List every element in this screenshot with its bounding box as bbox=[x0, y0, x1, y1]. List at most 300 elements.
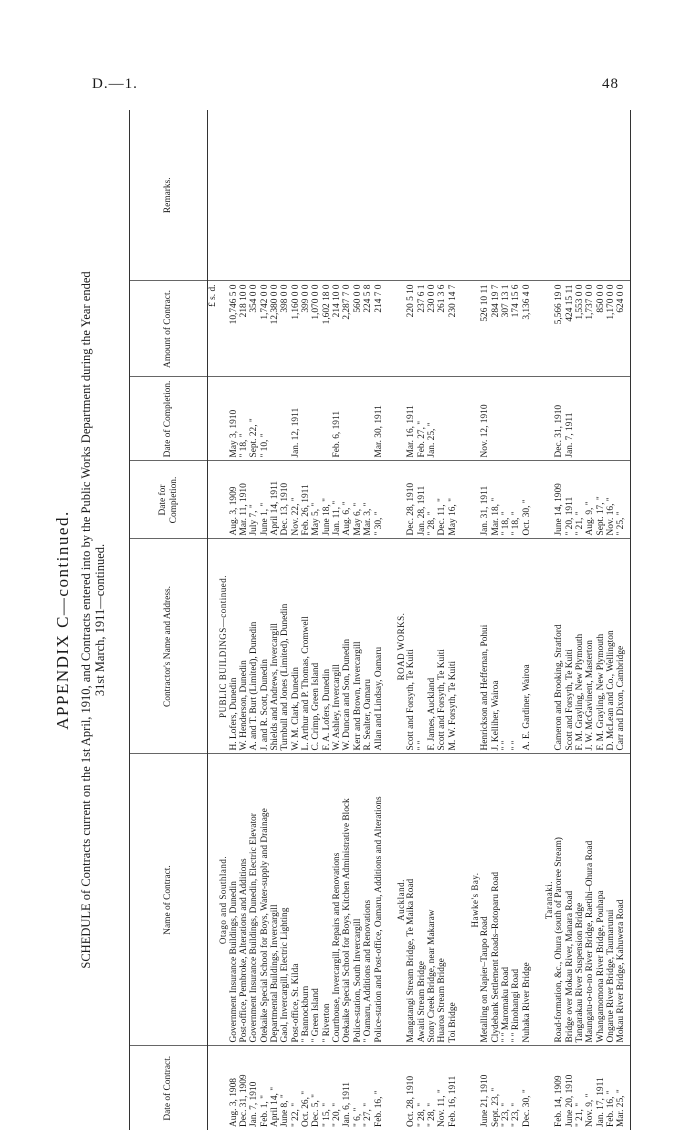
table-row bbox=[260, 110, 270, 1130]
remarks-cell bbox=[311, 110, 321, 281]
date-for-completion: Jan. 28, 1911 bbox=[417, 461, 427, 539]
contractor-name: Allan and Lindsay, Oamaru bbox=[374, 539, 384, 754]
contractor-name: W. Henderson, Dunedin bbox=[239, 539, 249, 754]
remarks-cell bbox=[448, 110, 458, 281]
table-body bbox=[208, 110, 631, 1130]
date-of-completion: Feb. 6, 1911 bbox=[332, 377, 342, 461]
spacer-cell bbox=[458, 281, 470, 377]
remarks-cell bbox=[596, 110, 606, 281]
remarks-cell bbox=[301, 110, 311, 281]
contract-name: Government Insurance Buildings, Dunedin bbox=[229, 754, 239, 1046]
contract-name: Mangatangi Stream Bridge, Te Maika Road bbox=[406, 754, 416, 1046]
bottom-cell bbox=[627, 1046, 631, 1130]
date-for-completion: Mar. 18, " bbox=[491, 461, 501, 539]
contract-date: " 6, " bbox=[352, 1107, 363, 1127]
date-of-completion bbox=[437, 377, 447, 461]
contract-amount: 284 19 7 bbox=[491, 281, 501, 377]
date-of-completion: Jan. 7, 1911 bbox=[565, 377, 575, 461]
table-row bbox=[270, 110, 280, 1130]
section-heading-row bbox=[470, 110, 480, 1130]
contractor-name: W. Ashley, Invercargill bbox=[332, 539, 342, 754]
section-category: ROAD WORKS. bbox=[396, 539, 406, 754]
contract-date: Oct. 28, 1910 bbox=[406, 1075, 417, 1127]
contract-date: Jan. 17, 1911 bbox=[595, 1077, 606, 1127]
date-of-completion bbox=[342, 377, 352, 461]
remarks-cell bbox=[491, 110, 501, 281]
table-row bbox=[511, 110, 521, 1130]
contractor-name: Henrickson and Heffernan, Pohui bbox=[480, 539, 490, 754]
table-row bbox=[417, 110, 427, 1130]
date-of-completion: Mar. 30, 1911 bbox=[374, 377, 384, 461]
date-for-completion: " 25, " bbox=[616, 461, 626, 539]
contract-amount: 624 0 0 bbox=[616, 281, 626, 377]
contract-amount: 560 0 0 bbox=[353, 281, 363, 377]
contractor-name: " " bbox=[511, 539, 521, 754]
contract-name: Ongarue River Bridge, Taumarunui bbox=[606, 754, 616, 1046]
date-of-completion: Dec. 31, 1910 bbox=[554, 377, 564, 461]
contract-name: " Green Island bbox=[311, 754, 321, 1046]
contract-name: Police-station and Post-office, Oamaru, Additions and Alterations bbox=[374, 754, 384, 1046]
date-of-completion: Sept. 22, " bbox=[249, 377, 259, 461]
contract-amount: 1,553 0 0 bbox=[575, 281, 585, 377]
contractor-name: J. and R. Scott, Dunedin bbox=[260, 539, 270, 754]
contract-name: Government Insurance Buildings, Dunedin, Electric Elevator bbox=[249, 754, 259, 1046]
date-for-completion: Mar. 3, " bbox=[363, 461, 373, 539]
col-date-of-contract: Date of Contract. bbox=[130, 1046, 208, 1130]
contract-name: Bridge over Mokau River, Manara Road bbox=[565, 754, 575, 1046]
date-of-completion: " 18, " bbox=[239, 377, 249, 461]
contractor-name: A. E. Gardiner, Wairoa bbox=[522, 539, 532, 754]
remarks-cell bbox=[280, 110, 290, 281]
contract-name: Clydebank Settlement Roads–Rotoparu Road bbox=[491, 754, 501, 1046]
date-for-completion: Nov. 22, " bbox=[291, 461, 301, 539]
section-cell bbox=[544, 281, 554, 377]
section-cell bbox=[218, 461, 228, 539]
contractor-name: " " bbox=[501, 539, 511, 754]
contract-amount: 5,566 19 0 bbox=[554, 281, 564, 377]
date-for-completion: June 14, 1909 bbox=[554, 461, 564, 539]
col-remarks: Remarks. bbox=[130, 110, 208, 281]
contractor-name: A. and T. Burt (Limited), Dunedin bbox=[249, 539, 259, 754]
amount-units: £ s. d. bbox=[208, 281, 219, 377]
col-date-of-completion: Date of Completion. bbox=[130, 377, 208, 461]
date-for-completion: Sept. 17, " bbox=[596, 461, 606, 539]
date-for-completion: June 18, " bbox=[322, 461, 332, 539]
contract-amount: 399 0 0 bbox=[301, 281, 311, 377]
remarks-cell bbox=[616, 110, 626, 281]
table-row bbox=[353, 110, 363, 1130]
date-for-completion: Aug. 9, " bbox=[585, 461, 595, 539]
spacer-cell bbox=[384, 754, 396, 1046]
spacer-cell bbox=[384, 461, 396, 539]
table-row bbox=[480, 110, 490, 1130]
table-header-row bbox=[130, 110, 208, 1130]
contract-name: " Bannockburn bbox=[301, 754, 311, 1046]
date-for-completion: Mar. 11, 1910 bbox=[239, 461, 249, 539]
remarks-cell bbox=[322, 110, 332, 281]
table-row bbox=[522, 110, 532, 1130]
table-row bbox=[616, 110, 626, 1130]
contract-name: Toi Bridge bbox=[448, 754, 458, 1046]
contractor-name: J. W. McGavinent, Masterton bbox=[585, 539, 595, 754]
contract-amount: 354 0 0 bbox=[249, 281, 259, 377]
contractor-name: F. James, Auckland bbox=[427, 539, 437, 754]
section-cell bbox=[544, 1046, 554, 1130]
section-category bbox=[470, 539, 480, 754]
remarks-cell bbox=[270, 110, 280, 281]
date-for-completion: " 21, " bbox=[575, 461, 585, 539]
contract-date: " 15, " bbox=[321, 1102, 332, 1127]
contract-amount: 1,160 0 0 bbox=[291, 281, 301, 377]
date-for-completion: June 1, " bbox=[260, 461, 270, 539]
spacer-cell bbox=[532, 281, 544, 377]
contract-amount: 307 13 1 bbox=[501, 281, 511, 377]
contractor-name: D. McLean and Co., Wellington bbox=[606, 539, 616, 754]
section-cell bbox=[218, 1046, 228, 1130]
contractor-name: M. W. Forsyth, Te Kuiti bbox=[448, 539, 458, 754]
contract-date: Jan. 7, 1910 bbox=[249, 1081, 260, 1127]
col-contractor: Contractor's Name and Address. bbox=[130, 539, 208, 754]
contract-amount: 1,737 0 0 bbox=[585, 281, 595, 377]
date-of-completion bbox=[353, 377, 363, 461]
contract-name: Whangamomona River Bridge, Pouhapa bbox=[596, 754, 606, 1046]
table-row bbox=[406, 110, 416, 1130]
date-for-completion: Dec. 11, " bbox=[437, 461, 447, 539]
units-spacer bbox=[208, 539, 219, 754]
remarks-cell bbox=[585, 110, 595, 281]
date-for-completion: " 30, " bbox=[374, 461, 384, 539]
contract-date: " 23, " bbox=[511, 1102, 522, 1127]
remarks-cell bbox=[332, 110, 342, 281]
section-region: Taranaki. bbox=[544, 754, 554, 1046]
contract-amount: 850 0 0 bbox=[596, 281, 606, 377]
bottom-cell bbox=[627, 539, 631, 754]
contractor-name: F. A. Lofers, Dunedin bbox=[322, 539, 332, 754]
date-of-completion: " 10, " bbox=[260, 377, 270, 461]
contractor-name: Kerr and Brown, Invercargill bbox=[353, 539, 363, 754]
date-for-completion: April 14, 1911 bbox=[270, 461, 280, 539]
date-of-completion bbox=[322, 377, 332, 461]
section-cell bbox=[470, 281, 480, 377]
spacer-cell bbox=[532, 110, 544, 281]
date-of-completion bbox=[491, 377, 501, 461]
remarks-cell bbox=[575, 110, 585, 281]
contract-date: Nov. 11, " bbox=[437, 1089, 448, 1127]
contract-date: Nov. 9, " bbox=[585, 1093, 596, 1127]
spacer-cell bbox=[384, 539, 396, 754]
contract-name: Maungatu-o-to-no River Bridge, Raetihi–Ohura Road bbox=[585, 754, 595, 1046]
table-row bbox=[374, 110, 384, 1130]
section-cell bbox=[470, 110, 480, 281]
section-cell bbox=[470, 377, 480, 461]
spacer-cell bbox=[458, 1046, 470, 1130]
contract-date: " 21, " bbox=[575, 1102, 585, 1127]
schedule-title: SCHEDULE of Contracts current on the 1st April, 1910, and Contracts entered into by the Public Works Department during the Year ended bbox=[79, 271, 93, 969]
contract-name: Departmental Buildings, Invercargill bbox=[270, 754, 280, 1046]
contractor-name: " " bbox=[417, 539, 427, 754]
spacer-cell bbox=[532, 1046, 544, 1130]
remarks-cell bbox=[427, 110, 437, 281]
contract-name: Nuhaka River Bridge bbox=[522, 754, 532, 1046]
date-of-completion: Feb. 27, " bbox=[417, 377, 427, 461]
contract-date: Feb. 14, 1909 bbox=[554, 1075, 565, 1127]
spacer-cell bbox=[458, 539, 470, 754]
units-row bbox=[208, 110, 219, 1130]
bottom-cell bbox=[627, 110, 631, 281]
contract-amount: 214 7 0 bbox=[374, 281, 384, 377]
contract-date: Oct. 26, " bbox=[301, 1090, 312, 1127]
table-row bbox=[291, 110, 301, 1130]
section-cell bbox=[470, 1046, 480, 1130]
col-amount: Amount of Contract. bbox=[130, 281, 208, 377]
contract-amount: 230 14 7 bbox=[448, 281, 458, 377]
table-row bbox=[554, 110, 564, 1130]
contract-name: Police-station, South Invercargill bbox=[353, 754, 363, 1046]
contract-date: Sept. 23, " bbox=[490, 1087, 501, 1127]
contractor-name: R. Sealter, Oamaru bbox=[363, 539, 373, 754]
date-for-completion: " 28, " bbox=[427, 461, 437, 539]
remarks-cell bbox=[249, 110, 259, 281]
date-of-completion bbox=[301, 377, 311, 461]
contract-amount: 526 10 11 bbox=[480, 281, 490, 377]
section-region: Hawke's Bay. bbox=[470, 754, 480, 1046]
contractor-name: W. M. Clark, Dunedin bbox=[291, 539, 301, 754]
table-row bbox=[280, 110, 290, 1130]
remarks-cell bbox=[606, 110, 616, 281]
remarks-cell bbox=[501, 110, 511, 281]
spacer-cell bbox=[384, 110, 396, 281]
remarks-cell bbox=[353, 110, 363, 281]
contractor-name: F. M. Grayling, New Plymouth bbox=[596, 539, 606, 754]
date-for-completion: Dec. 28, 1910 bbox=[406, 461, 416, 539]
date-of-completion: Jan. 12, 1911 bbox=[291, 377, 301, 461]
spacer-cell bbox=[458, 110, 470, 281]
contract-amount: 218 10 0 bbox=[239, 281, 249, 377]
date-of-completion bbox=[270, 377, 280, 461]
appendix-title: APPENDIX C—continued. bbox=[53, 510, 72, 730]
contract-date: " 28, " bbox=[416, 1102, 427, 1127]
date-of-completion: Mar. 16, 1911 bbox=[406, 377, 416, 461]
contract-date: Jan. 6, 1911 bbox=[342, 1082, 353, 1127]
section-cell bbox=[396, 110, 406, 281]
table-row bbox=[342, 110, 352, 1130]
section-cell bbox=[218, 110, 228, 281]
units-spacer bbox=[208, 461, 219, 539]
contractor-name: Cameron and Brooking, Stratford bbox=[554, 539, 564, 754]
section-region: Auckland. bbox=[396, 754, 406, 1046]
date-for-completion: May 16, " bbox=[448, 461, 458, 539]
table-row bbox=[311, 110, 321, 1130]
table-row bbox=[501, 110, 511, 1130]
spacer-cell bbox=[384, 1046, 396, 1130]
table-bottom-rule bbox=[627, 110, 631, 1130]
units-spacer bbox=[208, 110, 219, 281]
spacer-cell bbox=[384, 377, 396, 461]
date-for-completion: " 18, " bbox=[501, 461, 511, 539]
date-of-completion bbox=[311, 377, 321, 461]
date-of-completion bbox=[363, 377, 373, 461]
section-cell bbox=[396, 281, 406, 377]
section-heading-row bbox=[218, 110, 228, 1130]
contract-name: " Riverton bbox=[322, 754, 332, 1046]
date-of-completion: Jan. 25, " bbox=[427, 377, 437, 461]
date-of-completion bbox=[448, 377, 458, 461]
date-for-completion: Oct. 30, " bbox=[522, 461, 532, 539]
contract-date: Feb. 16, " bbox=[606, 1090, 617, 1127]
remarks-cell bbox=[229, 110, 239, 281]
section-cell bbox=[544, 377, 554, 461]
contractor-name: H. Lofers, Dunedin bbox=[229, 539, 239, 754]
remarks-cell bbox=[565, 110, 575, 281]
contract-name: Road-formation, &c., Ohura (south of Paroree Stream) bbox=[554, 754, 564, 1046]
contract-date: " 27, " bbox=[363, 1102, 374, 1127]
spacer-cell bbox=[458, 754, 470, 1046]
section-cell bbox=[396, 1046, 406, 1130]
contract-amount: 10,746 5 0 bbox=[229, 281, 239, 377]
section-heading-row bbox=[396, 110, 406, 1130]
bottom-cell bbox=[627, 377, 631, 461]
contract-date: June 20, 1910 bbox=[564, 1074, 575, 1127]
date-of-completion bbox=[501, 377, 511, 461]
spacer-cell bbox=[532, 539, 544, 754]
remarks-cell bbox=[522, 110, 532, 281]
contract-date: " 28, " bbox=[426, 1102, 437, 1127]
contract-name: " " Rinohangi Road bbox=[511, 754, 521, 1046]
date-for-completion: Jan. 31, 1911 bbox=[480, 461, 490, 539]
contract-amount: 1,170 0 0 bbox=[606, 281, 616, 377]
contract-date: Aug. 3, 1908 bbox=[228, 1078, 239, 1127]
contract-name: Courthouse, Invercargill, Repairs and Renovations bbox=[332, 754, 342, 1046]
spacer-cell bbox=[532, 754, 544, 1046]
contract-amount: 224 5 8 bbox=[363, 281, 373, 377]
spacer-cell bbox=[532, 461, 544, 539]
date-for-completion: May 6, " bbox=[353, 461, 363, 539]
contract-amount: 1,070 0 0 bbox=[311, 281, 321, 377]
contractor-name: Turnbull and Jones (Limited), Dunedin bbox=[280, 539, 290, 754]
section-spacer bbox=[532, 110, 544, 1130]
bottom-cell bbox=[627, 281, 631, 377]
contract-amount: 12,380 0 0 bbox=[270, 281, 280, 377]
date-for-completion: " 18, " bbox=[511, 461, 521, 539]
contract-amount: 2,287 7 0 bbox=[342, 281, 352, 377]
contract-date: April 14, " bbox=[270, 1086, 281, 1127]
date-for-completion: May 5, " bbox=[311, 461, 321, 539]
date-of-completion bbox=[575, 377, 585, 461]
contract-date: Feb. 16, 1911 bbox=[447, 1075, 458, 1127]
table-row bbox=[301, 110, 311, 1130]
remarks-cell bbox=[291, 110, 301, 281]
contractor-name: W. Duncan and Son, Dunedin bbox=[342, 539, 352, 754]
contractor-name: F. M. Grayling, New Plymouth bbox=[575, 539, 585, 754]
table-row bbox=[606, 110, 616, 1130]
table-row bbox=[239, 110, 249, 1130]
schedule-title-continued: 31st March, 1911—continued. bbox=[93, 543, 107, 697]
date-for-completion: Aug. 3, 1909 bbox=[229, 461, 239, 539]
contractor-name: Carr and Dixon, Cambridge bbox=[616, 539, 626, 754]
contract-amount: 261 3 6 bbox=[437, 281, 447, 377]
units-spacer bbox=[208, 377, 219, 461]
table-row bbox=[363, 110, 373, 1130]
table-row bbox=[565, 110, 575, 1130]
page-reference: D.—1. bbox=[92, 76, 138, 92]
date-of-completion bbox=[616, 377, 626, 461]
remarks-cell bbox=[417, 110, 427, 281]
contract-amount: 237 6 1 bbox=[417, 281, 427, 377]
contract-date: June 8, " bbox=[280, 1094, 291, 1127]
section-cell bbox=[396, 461, 406, 539]
date-of-completion: Nov. 12, 1910 bbox=[480, 377, 490, 461]
section-heading-row bbox=[544, 110, 554, 1130]
contract-amount: 1,742 0 0 bbox=[260, 281, 270, 377]
section-cell bbox=[544, 461, 554, 539]
contractor-name: Scott and Forsyth, Te Kuiti bbox=[565, 539, 575, 754]
table-row bbox=[491, 110, 501, 1130]
contractor-name: Scott and Forsyth, Te Kuiti bbox=[437, 539, 447, 754]
contracts-table bbox=[129, 110, 631, 1130]
table-row bbox=[322, 110, 332, 1130]
table-row bbox=[448, 110, 458, 1130]
contract-date: Feb. 16, " bbox=[373, 1090, 384, 1127]
contract-name: Awaiti Stream Bridge bbox=[417, 754, 427, 1046]
contract-name: Stony Creek Bridge, near Makaraw bbox=[427, 754, 437, 1046]
date-of-completion bbox=[280, 377, 290, 461]
contract-amount: 214 10 0 bbox=[332, 281, 342, 377]
spacer-cell bbox=[384, 281, 396, 377]
remarks-cell bbox=[363, 110, 373, 281]
contract-name: " Oamaru, Additions and Renovations bbox=[363, 754, 373, 1046]
contractor-name: J. Kelliher, Wairoa bbox=[491, 539, 501, 754]
contract-name: Otekaike Special School for Boys, Kitchen Administrative Block bbox=[342, 754, 352, 1046]
remarks-cell bbox=[374, 110, 384, 281]
spacer-cell bbox=[532, 377, 544, 461]
date-of-completion: May 3, 1910 bbox=[229, 377, 239, 461]
contract-amount: 1,602 18 0 bbox=[322, 281, 332, 377]
date-for-completion: Jan. 11, " bbox=[332, 461, 342, 539]
contract-name: Mokau River Bridge, Kahuwera Road bbox=[616, 754, 626, 1046]
date-of-completion bbox=[522, 377, 532, 461]
contract-amount: 174 15 6 bbox=[511, 281, 521, 377]
table-row bbox=[427, 110, 437, 1130]
contract-amount: 220 5 10 bbox=[406, 281, 416, 377]
section-category: PUBLIC BUILDINGS—continued. bbox=[218, 539, 228, 754]
section-category bbox=[544, 539, 554, 754]
table-row bbox=[332, 110, 342, 1130]
section-cell bbox=[544, 110, 554, 281]
spacer-cell bbox=[458, 461, 470, 539]
date-of-completion bbox=[606, 377, 616, 461]
bottom-cell bbox=[627, 754, 631, 1046]
section-cell bbox=[470, 461, 480, 539]
col-name-of-contract: Name of Contract. bbox=[130, 754, 208, 1046]
section-spacer bbox=[384, 110, 396, 1130]
date-for-completion: Aug. 6, " bbox=[342, 461, 352, 539]
remarks-cell bbox=[406, 110, 416, 281]
remarks-cell bbox=[511, 110, 521, 281]
contract-name: Post-office, Pembroke, Alterations and Additions bbox=[239, 754, 249, 1046]
remarks-cell bbox=[260, 110, 270, 281]
remarks-cell bbox=[239, 110, 249, 281]
contract-name: Post-office, St. Kilda bbox=[291, 754, 301, 1046]
remarks-cell bbox=[554, 110, 564, 281]
contract-date: Dec. 31, 1909 bbox=[239, 1074, 250, 1127]
table-row bbox=[585, 110, 595, 1130]
remarks-cell bbox=[437, 110, 447, 281]
date-for-completion: Feb. 26, 1911 bbox=[301, 461, 311, 539]
contract-amount: 3,136 4 0 bbox=[522, 281, 532, 377]
remarks-cell bbox=[480, 110, 490, 281]
contract-date: June 21, 1910 bbox=[480, 1074, 491, 1127]
date-for-completion: " 20, 1911 bbox=[565, 461, 575, 539]
